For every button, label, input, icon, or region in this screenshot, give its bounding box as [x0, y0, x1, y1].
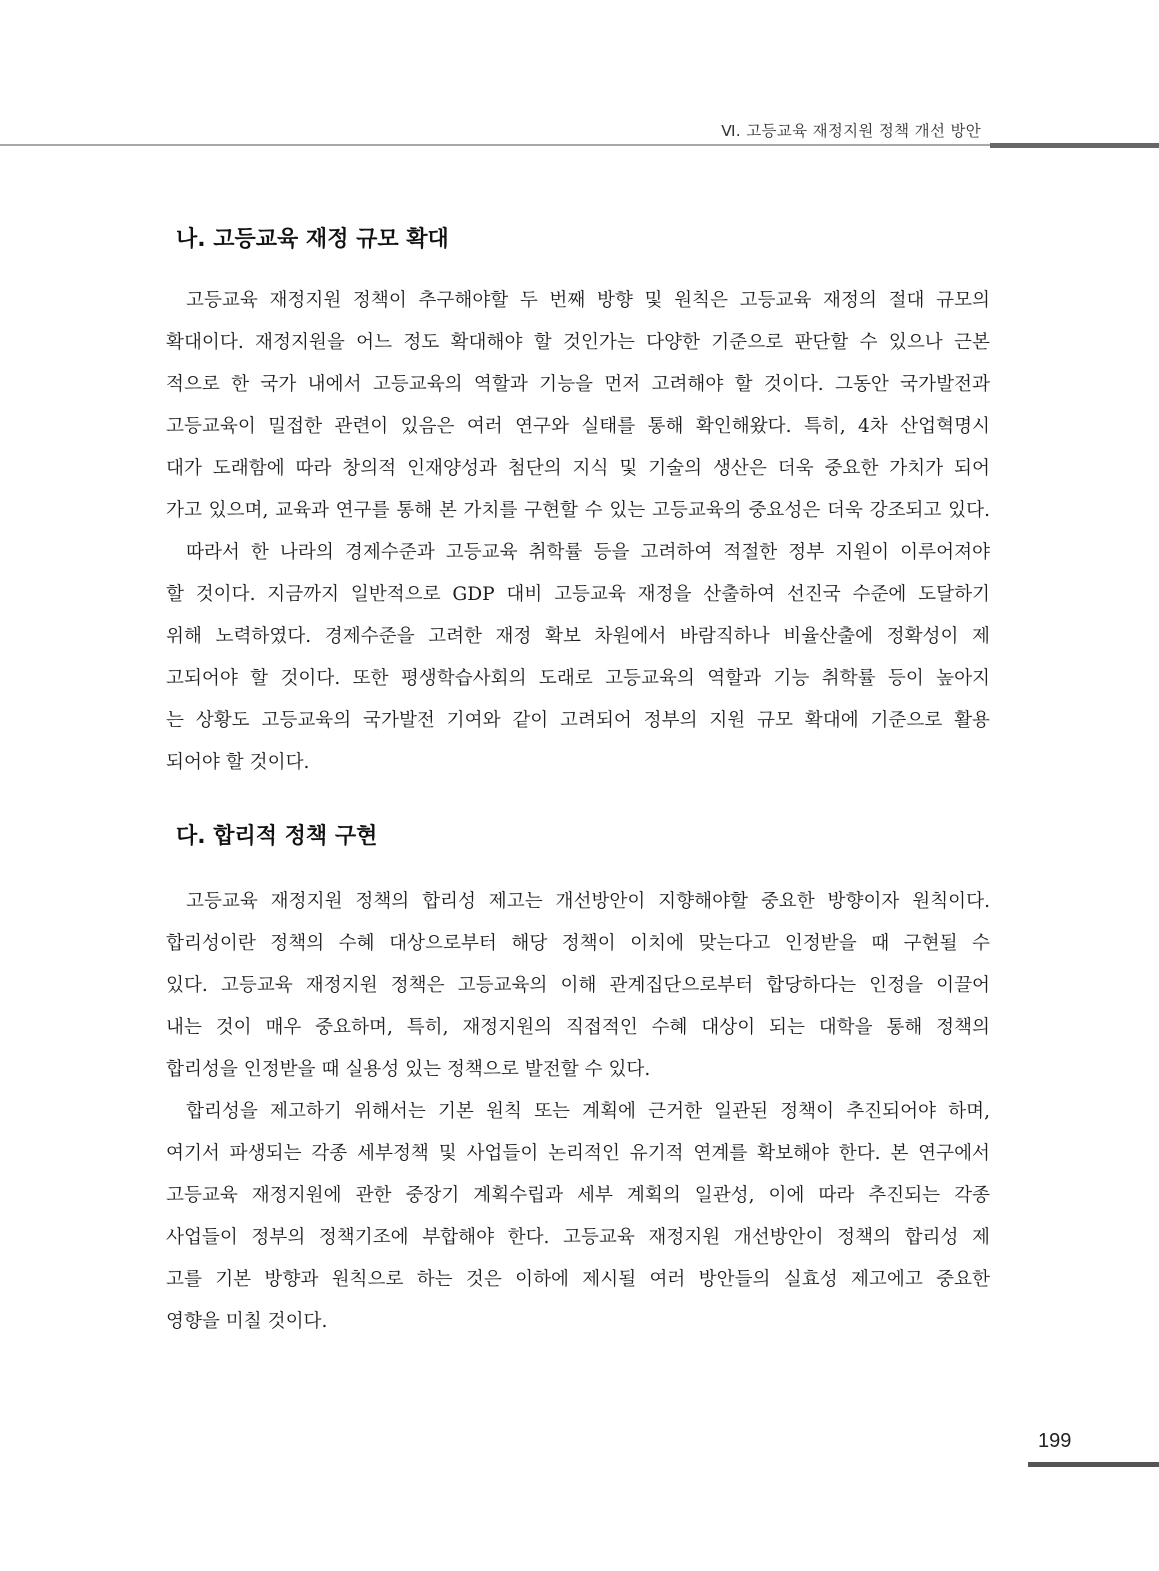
page-number: 199: [1038, 1430, 1072, 1452]
paragraph-line: 고를 기본 방향과 원칙으로 하는 것은 이하에 제시될 여러 방안들의 실효성 제고에고 중요한: [166, 1269, 990, 1290]
section-heading-rational-policy: 다. 합리적 정책 구현: [176, 824, 378, 849]
paragraph-line: 합리성을 제고하기 위해서는 기본 원칙 또는 계획에 근거한 일관된 정책이 추진되어야 하며,: [186, 1101, 990, 1122]
header-rule-accent: [990, 143, 1159, 148]
paragraph-line: 고등교육 재정지원 정책이 추구해야할 두 번째 방향 및 원칙은 고등교육 재정의 절대 규모의: [186, 290, 990, 311]
paragraph-line: 고등교육 재정지원 정책의 합리성 제고는 개선방안이 지향해야할 중요한 방향이자 원칙이다.: [186, 891, 990, 912]
paragraph-line: 가고 있으며, 교육과 연구를 통해 본 가치를 구현할 수 있는 고등교육의 중요성은 더욱 강조되고 있다.: [166, 500, 990, 521]
paragraph-line: 는 상황도 고등교육의 국가발전 기여와 같이 고려되어 정부의 지원 규모 확대에 기준으로 활용: [166, 710, 990, 731]
paragraph-scale-2: [166, 532, 990, 784]
paragraph-line: 되어야 할 것이다.: [166, 752, 310, 773]
paragraph-line: 적으로 한 국가 내에서 고등교육의 역할과 기능을 먼저 고려해야 할 것이다. 그동안 국가발전과: [166, 374, 990, 395]
running-header-title: Ⅵ. 고등교육 재정지원 정책 개선 방안: [721, 122, 981, 140]
paragraph-line: 따라서 한 나라의 경제수준과 고등교육 취학률 등을 고려하여 적절한 정부 지원이 이루어져야: [186, 542, 990, 563]
paragraph-scale-1: [166, 280, 990, 532]
paragraph-line: 대가 도래함에 따라 창의적 인재양성과 첨단의 지식 및 기술의 생산은 더욱 중요한 가치가 되어: [166, 458, 990, 479]
paragraph-line: 확대이다. 재정지원을 어느 정도 확대해야 할 것인가는 다양한 기준으로 판단할 수 있으나 근본: [166, 332, 990, 353]
paragraph-line: 위해 노력하였다. 경제수준을 고려한 재정 확보 차원에서 바람직하나 비율산출에 정확성이 제: [166, 626, 990, 647]
paragraph-line: 합리성을 인정받을 때 실용성 있는 정책으로 발전할 수 있다.: [166, 1059, 651, 1080]
paragraph-line: 여기서 파생되는 각종 세부정책 및 사업들이 논리적인 유기적 연계를 확보해야 한다. 본 연구에서: [166, 1143, 990, 1164]
paragraph-line: 영향을 미칠 것이다.: [166, 1311, 328, 1332]
paragraph-line: 고되어야 할 것이다. 또한 평생학습사회의 도래로 고등교육의 역할과 기능 취학률 등이 높아지: [166, 668, 990, 689]
paragraph-line: 고등교육 재정지원에 관한 중장기 계획수립과 세부 계획의 일관성, 이에 따라 추진되는 각종: [166, 1185, 990, 1206]
paragraph-line: 고등교육이 밀접한 관련이 있음은 여러 연구와 실태를 통해 확인해왔다. 특히, 4차 산업혁명시: [166, 416, 990, 437]
paragraph-line: 내는 것이 매우 중요하며, 특히, 재정지원의 직접적인 수혜 대상이 되는 대학을 통해 정책의: [166, 1017, 990, 1038]
paragraph-rational-1: [166, 881, 990, 1091]
paragraph-line: 사업들이 정부의 정책기조에 부합해야 한다. 고등교육 재정지원 개선방안이 정책의 합리성 제: [166, 1227, 990, 1248]
paragraph-rational-2: [166, 1091, 990, 1343]
paragraph-line: 합리성이란 정책의 수혜 대상으로부터 해당 정책이 이치에 맞는다고 인정받을 때 구현될 수: [166, 933, 990, 954]
section-heading-scale-expansion: 나. 고등교육 재정 규모 확대: [176, 227, 449, 252]
footer-rule: [1028, 1462, 1159, 1467]
header-rule: [0, 144, 990, 146]
paragraph-line: 할 것이다. 지금까지 일반적으로 GDP 대비 고등교육 재정을 산출하여 선진국 수준에 도달하기: [166, 584, 990, 605]
paragraph-line: 있다. 고등교육 재정지원 정책은 고등교육의 이해 관계집단으로부터 합당하다는 인정을 이끌어: [166, 975, 990, 996]
